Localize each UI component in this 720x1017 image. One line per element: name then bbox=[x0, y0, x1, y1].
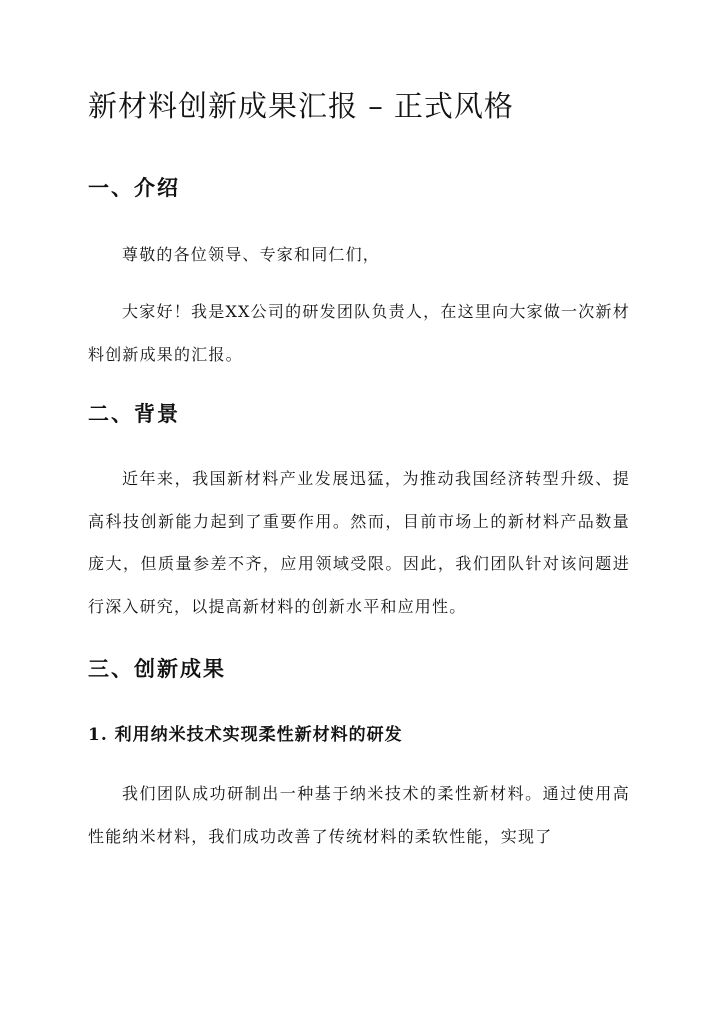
section-heading-introduction: 一、介绍 bbox=[88, 175, 180, 200]
paragraph-self-introduction: 大家好！我是XX公司的研发团队负责人，在这里向大家做一次新材料创新成果的汇报。 bbox=[88, 302, 630, 364]
paragraph-background: 近年来，我国新材料产业发展迅猛，为推动我国经济转型升级、提高科技创新能力起到了重要作用。然而，目前市场上的新材料产品数量庞大，但质量参差不齐，应用领域受限。因此，我们团队针对该问题进行深入研究，以提高新材料的创新水平和应用性。 bbox=[88, 469, 630, 616]
paragraph-greeting: 尊敬的各位领导、专家和同仁们， bbox=[122, 245, 381, 264]
subsection-heading-flexible-nanomaterial: 1. 利用纳米技术实现柔性新材料的研发 bbox=[88, 725, 403, 745]
document-title: 新材料创新成果汇报 – 正式风格 bbox=[88, 89, 514, 123]
paragraph-flexible-nanomaterial: 我们团队成功研制出一种基于纳米技术的柔性新材料。通过使用高性能纳米材料，我们成功改善了传统材料的柔软性能，实现了 bbox=[88, 784, 630, 846]
section-heading-innovation-results: 三、创新成果 bbox=[88, 656, 226, 681]
section-heading-background: 二、背景 bbox=[88, 401, 180, 426]
